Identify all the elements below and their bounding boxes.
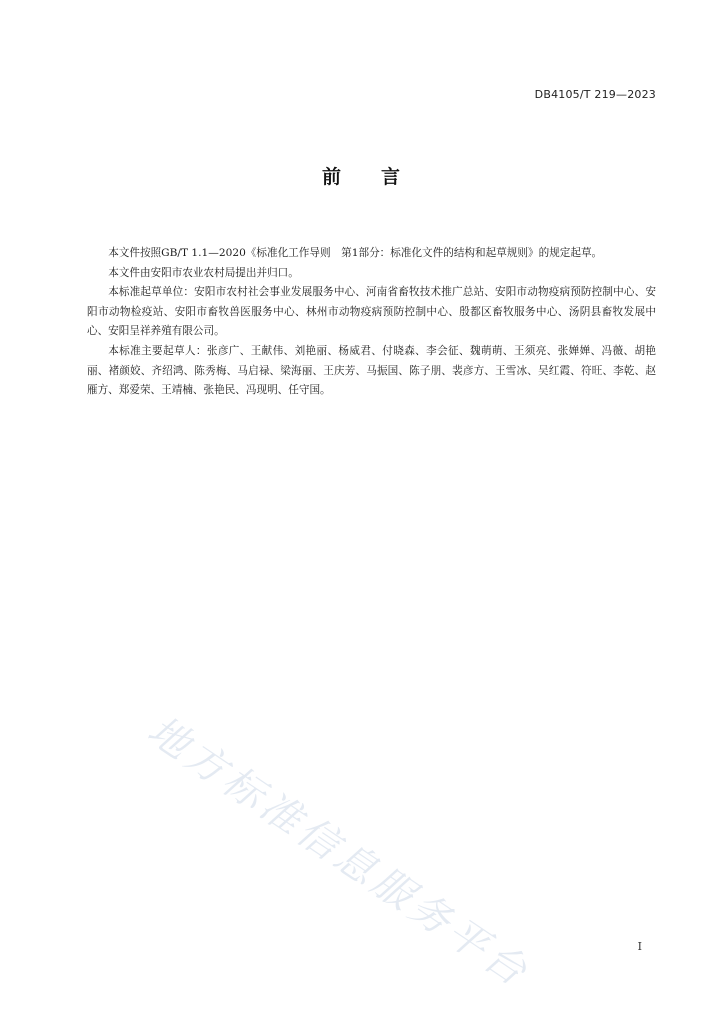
document-code: DB4105/T 219—2023 (534, 88, 656, 101)
paragraph-drafting-rules: 本文件按照GB/T 1.1—2020《标准化工作导则 第1部分：标准化文件的结构和起草规则》的规定起草。 (108, 247, 603, 259)
page-title-char-1: 前 (321, 166, 343, 188)
page-title-char-2: 言 (381, 166, 403, 188)
page-title (0, 162, 724, 189)
paragraph-proposer: 本文件由安阳市农业农村局提出并归口。 (108, 266, 299, 279)
page-number: I (637, 940, 642, 953)
paragraph-drafters: 本标准主要起草人：张彦广、王献伟、刘艳丽、杨威君、付晓森、李会征、魏萌萌、王须亮、张婵婵、冯薇、胡艳丽、褚颜姣、齐绍鸿、陈秀梅、马启禄、梁海丽、王庆芳、马振国、陈子朋、裴彦方、王雪冰、吴红霞、符旺、李乾、赵雁方、郑爱荣、王靖楠、张艳民、冯现明、任守国。 (87, 344, 656, 397)
watermark: 地方标准信息服务平台 (139, 707, 539, 998)
document-body (87, 244, 656, 401)
paragraph-drafting-units: 本标准起草单位：安阳市农村社会事业发展服务中心、河南省畜牧技术推广总站、安阳市动物疫病预防控制中心、安阳市动物检疫站、安阳市畜牧兽医服务中心、林州市动物疫病预防控制中心、殷都区畜牧服务中心、汤阴县畜牧发展中心、安阳呈祥养殖有限公司。 (87, 286, 656, 338)
